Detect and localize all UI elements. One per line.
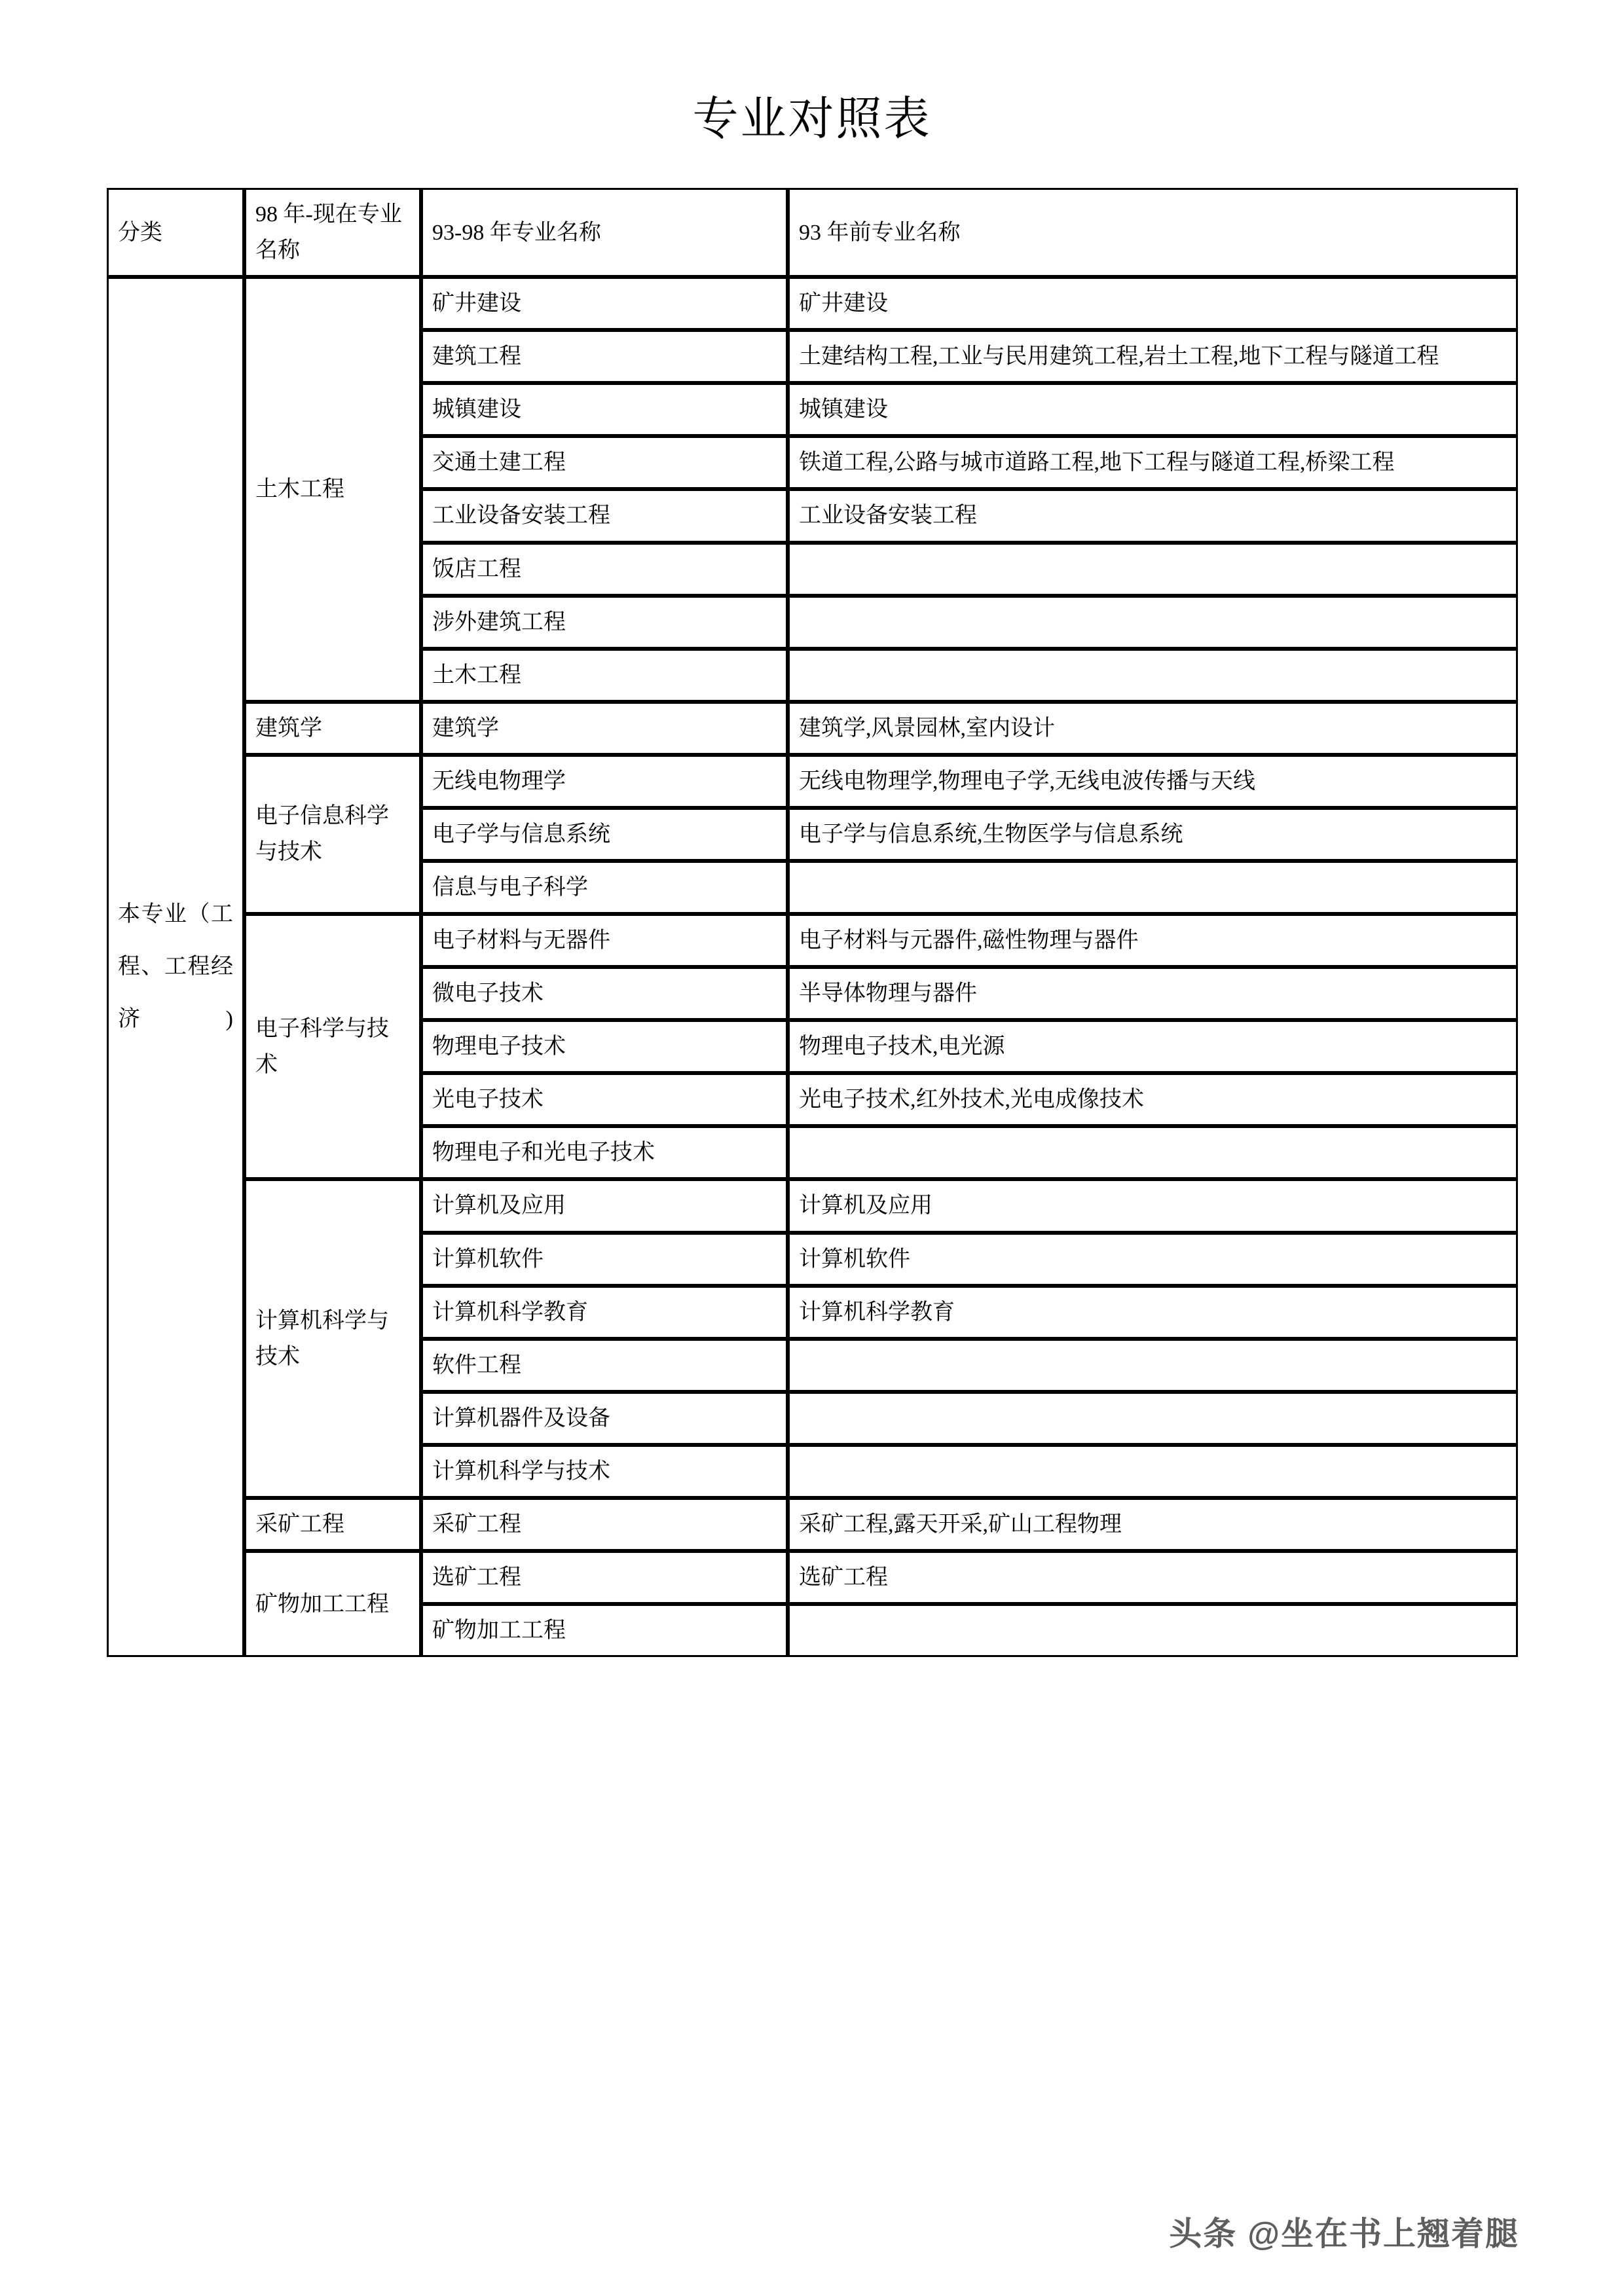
table-row [107,914,1518,967]
major-name-9398-cell: 计算机软件 [421,1233,788,1286]
major-name-pre93-cell: 计算机科学教育 [788,1286,1518,1339]
major-name-pre93-cell: 计算机软件 [788,1233,1518,1286]
major-name-9398-cell: 无线电物理学 [421,755,788,808]
category-cell [107,277,244,1657]
major-name-9398-cell: 电子学与信息系统 [421,808,788,861]
major-name-9398-cell: 涉外建筑工程 [421,596,788,649]
group-name-cell: 矿物加工工程 [244,1551,421,1657]
major-name-9398-cell: 采矿工程 [421,1498,788,1551]
major-name-9398-cell: 光电子技术 [421,1073,788,1126]
header-cell-9398-name: 93-98 年专业名称 [421,188,788,277]
group-name-cell: 电子信息科学与技术 [244,755,421,914]
major-name-9398-cell: 计算机及应用 [421,1179,788,1232]
major-comparison-table [107,188,1518,1657]
major-name-pre93-cell: 工业设备安装工程 [788,489,1518,542]
major-name-pre93-cell: 采矿工程,露天开采,矿山工程物理 [788,1498,1518,1551]
major-name-9398-cell: 信息与电子科学 [421,861,788,914]
header-cell-category: 分类 [107,188,244,277]
major-name-9398-cell: 物理电子和光电子技术 [421,1126,788,1179]
group-name-cell: 土木工程 [244,277,421,702]
major-name-9398-cell: 电子材料与无器件 [421,914,788,967]
major-name-9398-cell: 土木工程 [421,649,788,702]
table-row [107,1498,1518,1551]
major-name-pre93-cell [788,1604,1518,1657]
major-name-9398-cell: 建筑工程 [421,330,788,383]
major-name-pre93-cell: 建筑学,风景园林,室内设计 [788,702,1518,755]
major-name-pre93-cell [788,1339,1518,1392]
major-name-pre93-cell: 选矿工程 [788,1551,1518,1604]
table-row [107,702,1518,755]
major-name-9398-cell: 城镇建设 [421,383,788,436]
major-name-pre93-cell [788,596,1518,649]
watermark-handle: @坐在书上翘着腿 [1247,2215,1519,2252]
major-name-9398-cell: 饭店工程 [421,543,788,596]
major-name-9398-cell: 矿井建设 [421,277,788,330]
group-name-cell: 采矿工程 [244,1498,421,1551]
major-name-9398-cell: 物理电子技术 [421,1020,788,1073]
major-name-9398-cell: 计算机科学与技术 [421,1445,788,1498]
major-name-pre93-cell: 无线电物理学,物理电子学,无线电波传播与天线 [788,755,1518,808]
major-name-pre93-cell: 物理电子技术,电光源 [788,1020,1518,1073]
major-name-9398-cell: 计算机器件及设备 [421,1392,788,1445]
watermark [1169,2208,1519,2255]
major-name-pre93-cell: 半导体物理与器件 [788,967,1518,1020]
major-name-9398-cell: 矿物加工工程 [421,1604,788,1657]
major-name-pre93-cell: 电子学与信息系统,生物医学与信息系统 [788,808,1518,861]
major-name-pre93-cell [788,649,1518,702]
major-name-pre93-cell [788,1392,1518,1445]
table-row [107,755,1518,808]
major-name-pre93-cell: 城镇建设 [788,383,1518,436]
major-name-pre93-cell: 矿井建设 [788,277,1518,330]
header-cell-current-name: 98 年-现在专业名称 [244,188,421,277]
major-name-9398-cell: 选矿工程 [421,1551,788,1604]
group-name-cell: 建筑学 [244,702,421,755]
table-header-row [107,188,1518,277]
table-row [107,1551,1518,1604]
major-name-9398-cell: 微电子技术 [421,967,788,1020]
watermark-brand: 头条 [1169,2215,1238,2252]
major-name-pre93-cell [788,1126,1518,1179]
major-name-pre93-cell: 电子材料与元器件,磁性物理与器件 [788,914,1518,967]
major-name-9398-cell: 交通土建工程 [421,436,788,489]
major-name-9398-cell: 建筑学 [421,702,788,755]
page-title: 专业对照表 [692,94,932,145]
group-name-cell: 电子科学与技术 [244,914,421,1179]
major-name-pre93-cell [788,861,1518,914]
major-name-pre93-cell: 铁道工程,公路与城市道路工程,地下工程与隧道工程,桥梁工程 [788,436,1518,489]
major-name-pre93-cell: 计算机及应用 [788,1179,1518,1232]
major-name-9398-cell: 工业设备安装工程 [421,489,788,542]
category-label: 本专业（工程、工程经济) [118,902,233,1032]
header-cell-pre93-name: 93 年前专业名称 [788,188,1518,277]
major-comparison-table-wrapper [107,188,1518,1657]
major-name-pre93-cell: 光电子技术,红外技术,光电成像技术 [788,1073,1518,1126]
table-row [107,1179,1518,1232]
group-name-cell: 计算机科学与技术 [244,1179,421,1497]
major-name-pre93-cell [788,1445,1518,1498]
table-row [107,277,1518,330]
major-name-9398-cell: 软件工程 [421,1339,788,1392]
major-name-9398-cell: 计算机科学教育 [421,1286,788,1339]
major-name-pre93-cell [788,543,1518,596]
major-name-pre93-cell: 土建结构工程,工业与民用建筑工程,岩土工程,地下工程与隧道工程 [788,330,1518,383]
